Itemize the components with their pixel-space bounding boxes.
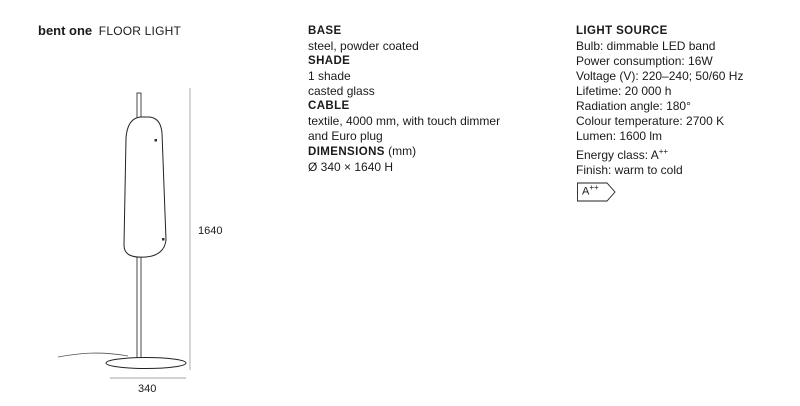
base-heading: BASE bbox=[308, 25, 342, 37]
shade-screw-bottom bbox=[162, 238, 165, 241]
light-source-heading: LIGHT SOURCE bbox=[576, 25, 668, 37]
base-line: steel, powder coated bbox=[308, 39, 419, 53]
product-type: FLOOR LIGHT bbox=[98, 24, 182, 38]
energy-badge-sup: ++ bbox=[589, 183, 599, 192]
dimensions-heading-row bbox=[308, 144, 538, 160]
shade-heading: SHADE bbox=[308, 55, 351, 67]
spec-energy-class bbox=[576, 144, 796, 163]
width-dimension-label: 340 bbox=[138, 383, 157, 395]
spec-finish: Finish: warm to cold bbox=[576, 163, 683, 177]
dimensions-unit: (mm) bbox=[384, 144, 417, 158]
energy-badge bbox=[577, 182, 617, 207]
energy-badge-letter: A bbox=[582, 185, 590, 198]
dimensions-line: Ø 340 × 1640 H bbox=[308, 160, 394, 174]
specs-right bbox=[576, 24, 796, 178]
lamp-base bbox=[106, 358, 186, 369]
shade-line-count: 1 shade bbox=[308, 69, 351, 83]
lamp-shade bbox=[124, 117, 166, 257]
spec-radiation: Radiation angle: 180° bbox=[576, 99, 691, 113]
energy-class-sup: ++ bbox=[658, 147, 669, 156]
spec-lifetime: Lifetime: 20 000 h bbox=[576, 84, 672, 98]
shade-line-material: casted glass bbox=[308, 84, 375, 98]
cable-line bbox=[58, 353, 128, 357]
energy-class-text: Energy class: A bbox=[576, 148, 659, 162]
shade-screw-top bbox=[155, 139, 158, 142]
spec-lumen: Lumen: 1600 lm bbox=[576, 129, 663, 143]
spec-colour-temp: Colour temperature: 2700 K bbox=[576, 114, 725, 128]
energy-badge-label bbox=[582, 183, 599, 198]
height-dimension-label: 1640 bbox=[198, 225, 223, 237]
specs-left bbox=[308, 24, 538, 175]
product-name: bent one bbox=[38, 23, 93, 38]
dimensions-heading: DIMENSIONS bbox=[308, 146, 385, 158]
cable-line-1: textile, 4000 mm, with touch dimmer bbox=[308, 114, 501, 128]
cable-line-2: and Euro plug bbox=[308, 129, 383, 143]
spec-bulb: Bulb: dimmable LED band bbox=[576, 39, 716, 53]
spec-power: Power consumption: 16W bbox=[576, 54, 713, 68]
spec-voltage: Voltage (V): 220–240; 50/60 Hz bbox=[576, 69, 744, 83]
floor-light-drawing bbox=[0, 0, 260, 406]
cable-heading: CABLE bbox=[308, 100, 350, 112]
